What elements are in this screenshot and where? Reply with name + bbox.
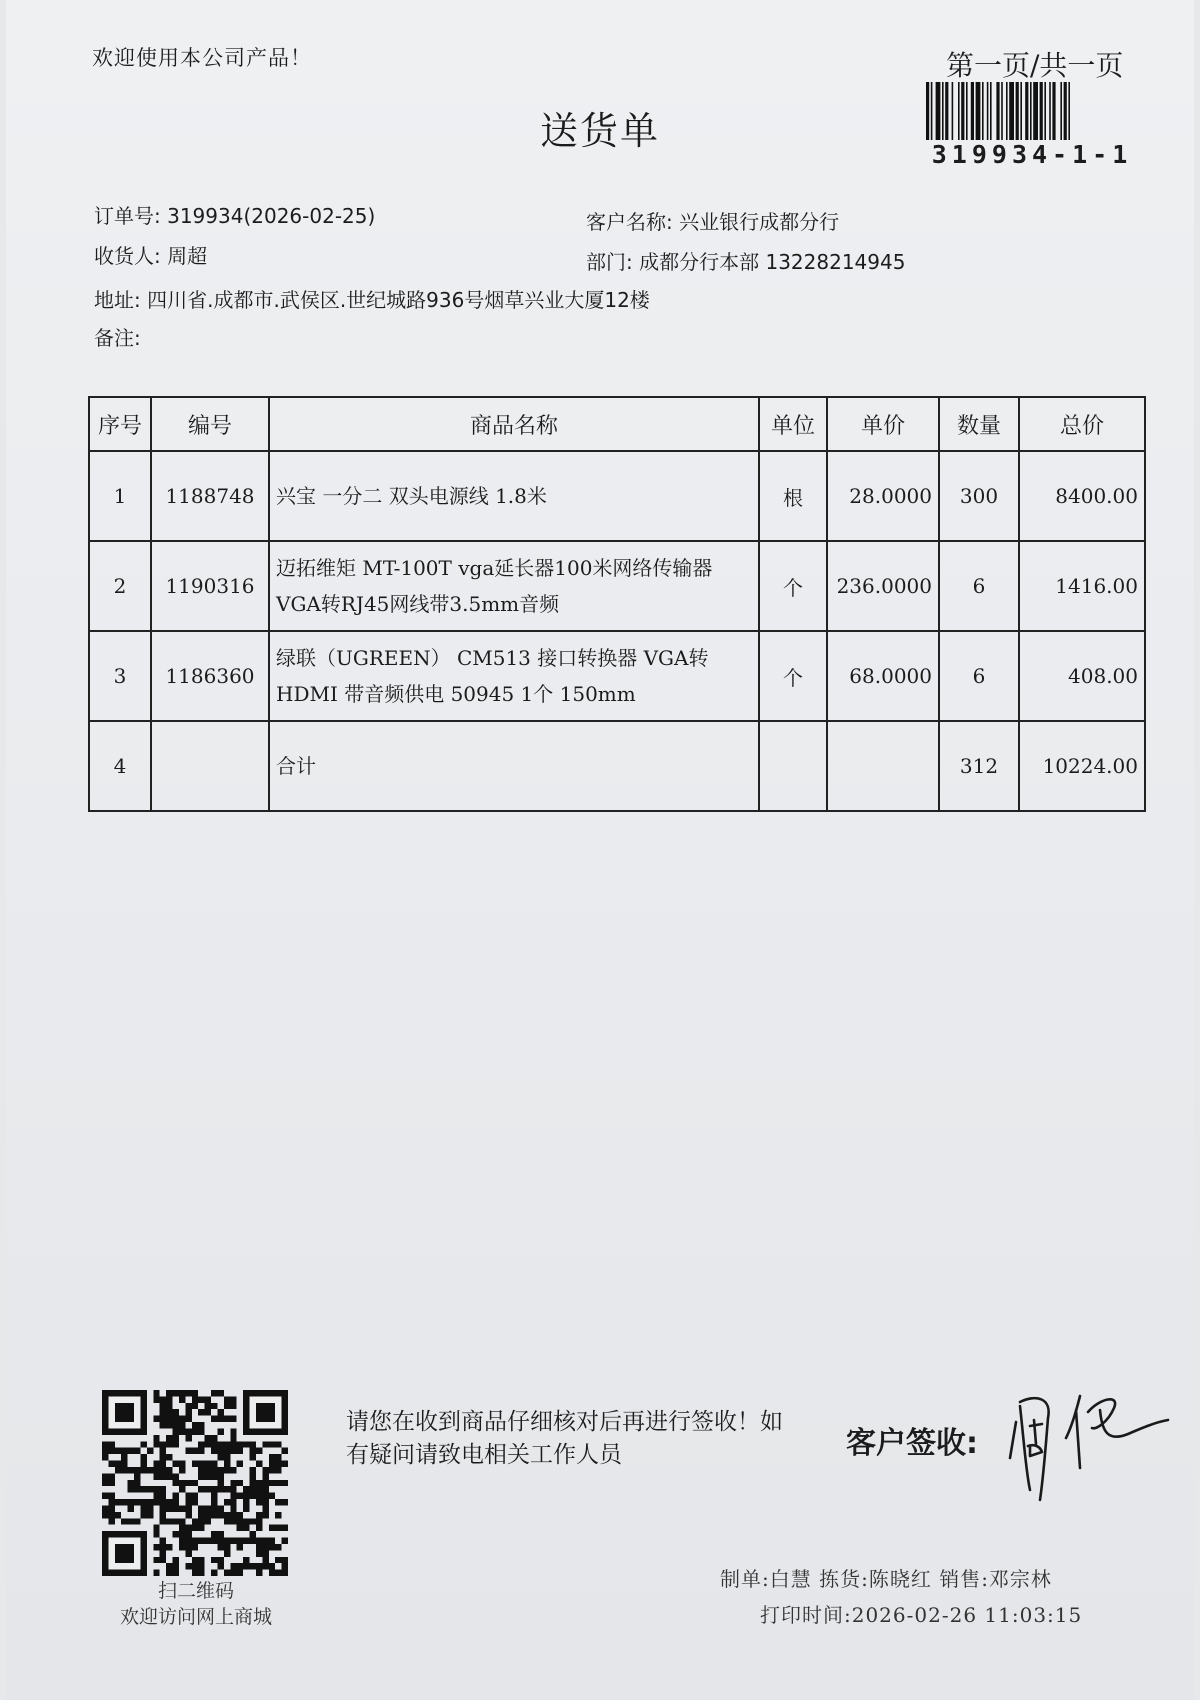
customer-signature-label: 客户签收: xyxy=(846,1426,978,1461)
table-row xyxy=(89,541,1145,631)
document-title: 送货单 xyxy=(539,109,660,153)
cell-total: 408.00 xyxy=(1019,631,1145,721)
address xyxy=(94,284,650,313)
cell-code: 1186360 xyxy=(151,631,269,721)
qr-caption-line-1: 扫二维码 xyxy=(157,1580,234,1602)
cell-quantity: 6 xyxy=(939,631,1019,721)
cell-grand-total: 10224.00 xyxy=(1019,721,1145,811)
cell-quantity: 6 xyxy=(939,541,1019,631)
delivery-note xyxy=(6,0,1194,1700)
handwritten-signature xyxy=(996,1372,1176,1502)
cell-product-name: 兴宝 一分二 双头电源线 1.8米 xyxy=(269,451,759,541)
cell-product-name: 迈拓维矩 MT-100T vga延长器100米网络传输器VGA转RJ45网线带3.5mm音频 xyxy=(269,541,759,631)
print-time: 打印时间:2026-02-26 11:03:15 xyxy=(760,1603,1083,1627)
cell-seq: 3 xyxy=(89,631,151,721)
receiver xyxy=(94,240,207,269)
customer-name-label: 客户名称: xyxy=(586,210,673,234)
cell-total: 1416.00 xyxy=(1019,541,1145,631)
address-value: 四川省.成都市.武侯区.世纪城路936号烟草兴业大厦12楼 xyxy=(147,288,650,312)
cell-seq: 1 xyxy=(89,451,151,541)
cell-seq: 4 xyxy=(89,721,151,811)
notice-text: 请您在收到商品仔细核对后再进行签收！如有疑问请致电相关工作人员 xyxy=(346,1409,783,1468)
cell-total-label: 合计 xyxy=(269,721,759,811)
qr-caption xyxy=(76,1578,316,1630)
header-quantity: 数量 xyxy=(939,397,1019,451)
cell-code: 1188748 xyxy=(151,451,269,541)
order-number-value: 319934(2026-02-25) xyxy=(167,204,376,228)
order-number xyxy=(94,200,375,229)
table-row xyxy=(89,631,1145,721)
cell-seq: 2 xyxy=(89,541,151,631)
receiver-value: 周超 xyxy=(167,244,208,268)
receiver-label: 收货人: xyxy=(94,244,161,268)
department-label: 部门: xyxy=(586,250,633,274)
cell-unit: 个 xyxy=(759,631,827,721)
table-row-total xyxy=(89,721,1145,811)
customer-name-value: 兴业银行成都分行 xyxy=(679,210,840,234)
qr-code xyxy=(102,1390,288,1576)
header-code: 编号 xyxy=(151,397,269,451)
cell-unit xyxy=(759,721,827,811)
table-row xyxy=(89,451,1145,541)
cell-unit-price: 236.0000 xyxy=(827,541,939,631)
page-info: 第一页/共一页 xyxy=(946,49,1124,82)
cell-unit: 根 xyxy=(759,451,827,541)
header-seq: 序号 xyxy=(89,397,151,451)
remark-label: 备注: xyxy=(94,326,141,350)
order-number-label: 订单号: xyxy=(94,204,161,228)
welcome-text: 欢迎使用本公司产品！ xyxy=(92,46,312,70)
header-unit: 单位 xyxy=(759,397,827,451)
cell-code: 1190316 xyxy=(151,541,269,631)
cell-quantity-total: 312 xyxy=(939,721,1019,811)
staff-info: 制单:白慧 拣货:陈晓红 销售:邓宗林 xyxy=(720,1567,1052,1591)
items-table xyxy=(88,396,1146,812)
header-product-name: 商品名称 xyxy=(269,397,759,451)
cell-unit-price xyxy=(827,721,939,811)
cell-unit-price: 68.0000 xyxy=(827,631,939,721)
department-value: 成都分行本部 13228214945 xyxy=(639,250,906,274)
cell-total: 8400.00 xyxy=(1019,451,1145,541)
cell-product-name: 绿联（UGREEN） CM513 接口转换器 VGA转HDMI 带音频供电 50945 1个 150mm xyxy=(269,631,759,721)
customer-name xyxy=(586,206,839,235)
cell-unit-price: 28.0000 xyxy=(827,451,939,541)
header-unit-price: 单价 xyxy=(827,397,939,451)
department xyxy=(586,246,905,275)
address-label: 地址: xyxy=(94,288,141,312)
header-total: 总价 xyxy=(1019,397,1145,451)
cell-code xyxy=(151,721,269,811)
cell-quantity: 300 xyxy=(939,451,1019,541)
barcode-number: 319934-1-1 xyxy=(931,140,1133,169)
cell-unit: 个 xyxy=(759,541,827,631)
table-header-row xyxy=(89,397,1145,451)
qr-caption-line-2: 欢迎访问网上商城 xyxy=(119,1606,272,1628)
remark xyxy=(94,322,141,351)
